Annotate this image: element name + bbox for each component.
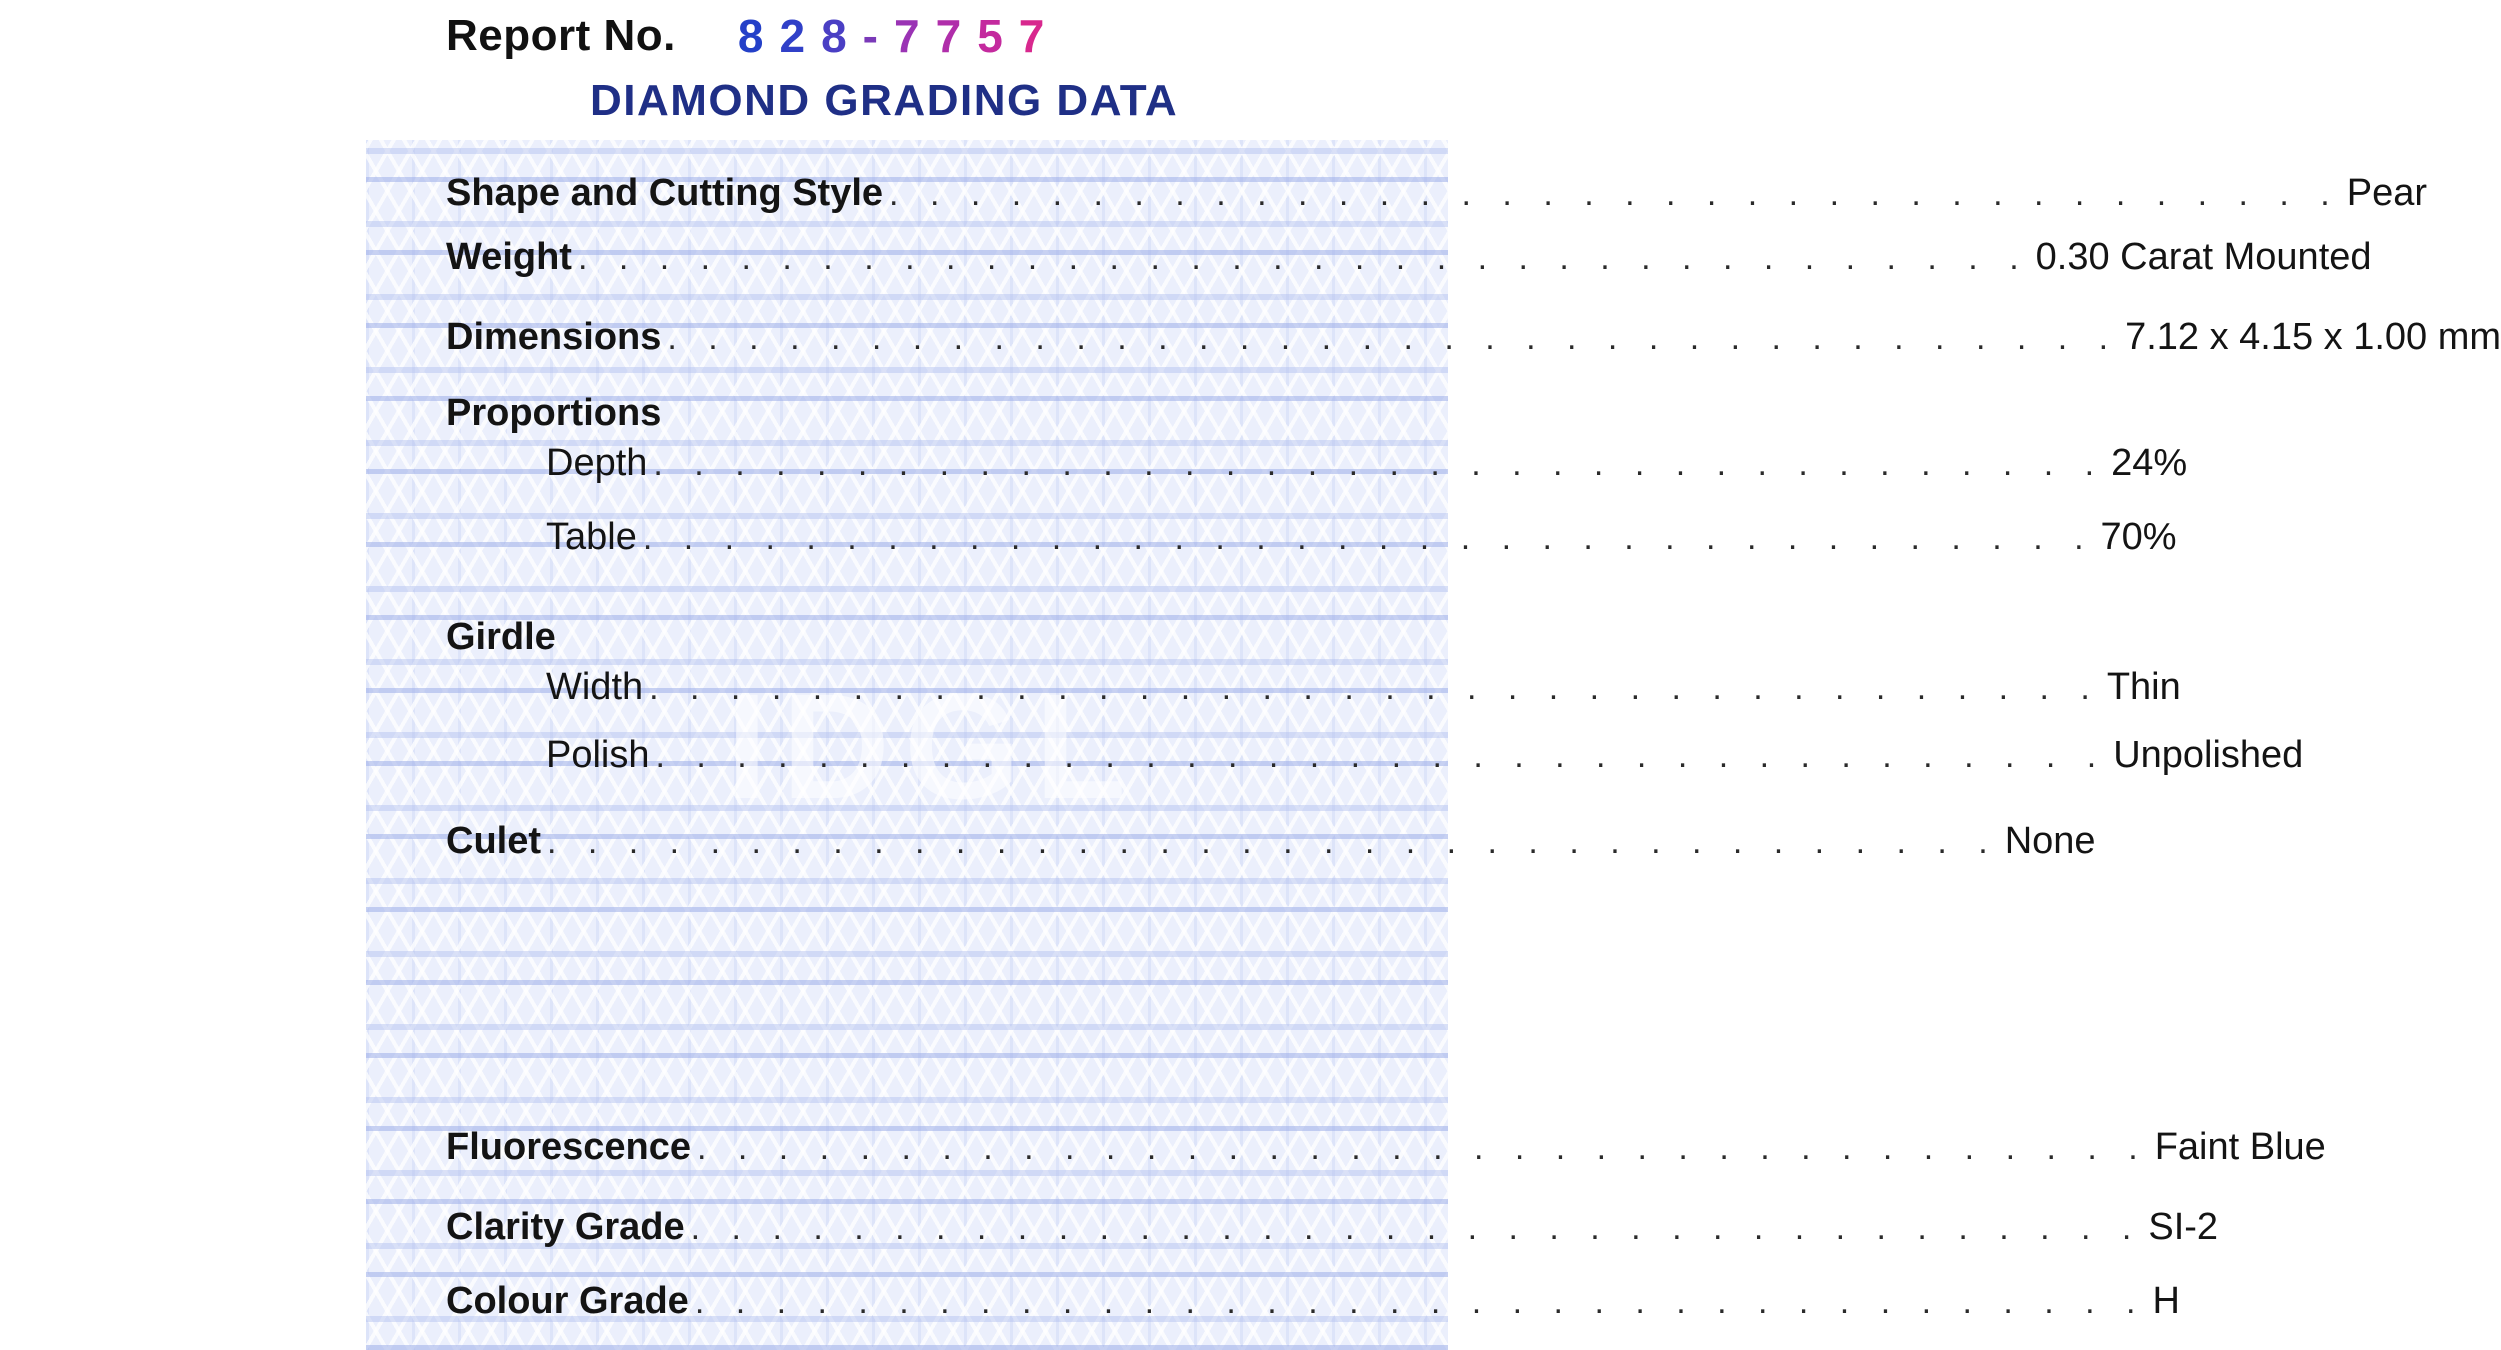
colour-value: H (2152, 1280, 2180, 1322)
dimensions-row (446, 316, 2501, 359)
depth-label: Depth (546, 442, 648, 484)
clarity-label: Clarity Grade (446, 1206, 685, 1248)
girdle-polish-row (446, 734, 2304, 777)
dot-leader: . . . . . . . . . . . . . . . . . . . . . . . . . . . . . . . . . . . . (577, 239, 2030, 277)
dot-leader: . . . . . . . . . . . . . . . . . . . . . . . . . . . . . . . . . . . . (697, 1129, 2149, 1167)
report-number-digit: 5 (977, 10, 1019, 62)
polish-label: Polish (546, 734, 650, 776)
dimensions-label: Dimensions (446, 316, 662, 358)
report-number-digit: 7 (894, 10, 936, 62)
dimensions-value: 7.12 x 4.15 x 1.00 mm (2125, 316, 2501, 358)
dot-leader: . . . . . . . . . . . . . . . . . . . . . . . . . . . . . . . . . . . . (694, 1283, 2147, 1321)
report-number-line (446, 6, 1060, 66)
fluorescence-row (446, 1126, 2326, 1169)
report-number-digit: 8 (821, 10, 863, 62)
proportions-heading: Proportions (446, 392, 662, 434)
page-title: DIAMOND GRADING DATA (590, 76, 1179, 125)
girdle-heading: Girdle (446, 616, 556, 658)
culet-row (446, 820, 2096, 863)
report-number-digit: - (862, 10, 894, 62)
fluorescence-value: Faint Blue (2154, 1126, 2326, 1168)
polish-value: Unpolished (2113, 734, 2304, 776)
weight-value: 0.30 Carat Mounted (2035, 236, 2372, 278)
weight-row (446, 236, 2372, 279)
table-value: 70% (2100, 516, 2177, 558)
dot-leader: . . . . . . . . . . . . . . . . . . . . . . . . . . . . . . . . . . . . (690, 1209, 2143, 1247)
dot-leader: . . . . . . . . . . . . . . . . . . . . . . . . . . . . . . . . . . . . (655, 737, 2108, 775)
watermark-logo: IDGL (726, 662, 1141, 830)
girdle-width-row (446, 666, 2181, 709)
dot-leader: . . . . . . . . . . . . . . . . . . . . . . . . . . . . . . . . . . . . (653, 445, 2106, 483)
dot-leader: . . . . . . . . . . . . . . . . . . . . . . . . . . . . . . . . . . . . (649, 669, 2101, 707)
shape-row (446, 172, 2428, 215)
weight-label: Weight (446, 236, 572, 278)
report-number-digit: 2 (779, 10, 822, 62)
dot-leader: . . . . . . . . . . . . . . . . . . . . . . . . . . . . . . . . . . . . (547, 823, 1999, 861)
table-label: Table (546, 516, 637, 558)
depth-value: 24% (2111, 442, 2188, 484)
report-label: Report No. (446, 11, 676, 60)
culet-value: None (2004, 820, 2096, 862)
table-row (446, 516, 2177, 559)
fluorescence-label: Fluorescence (446, 1126, 691, 1168)
dot-leader: . . . . . . . . . . . . . . . . . . . . . . . . . . . . . . . . . . . . (889, 175, 2341, 213)
colour-row (446, 1280, 2180, 1323)
colour-label: Colour Grade (446, 1280, 689, 1322)
report-number (738, 9, 1060, 63)
width-value: Thin (2106, 666, 2181, 708)
width-label: Width (546, 666, 644, 708)
report-number-digit: 7 (1018, 10, 1061, 62)
depth-row (446, 442, 2188, 485)
clarity-value: SI-2 (2148, 1206, 2219, 1248)
culet-label: Culet (446, 820, 541, 862)
grading-data-card (366, 140, 2501, 1350)
dot-leader: . . . . . . . . . . . . . . . . . . . . . . . . . . . . . . . . . . . . (642, 519, 2095, 557)
dot-leader: . . . . . . . . . . . . . . . . . . . . . . . . . . . . . . . . . . . . (667, 319, 2120, 357)
report-number-digit: 8 (737, 10, 780, 62)
report-number-digit: 7 (935, 10, 978, 62)
clarity-row (446, 1206, 2219, 1249)
shape-label: Shape and Cutting Style (446, 172, 884, 214)
shape-value: Pear (2346, 172, 2428, 214)
